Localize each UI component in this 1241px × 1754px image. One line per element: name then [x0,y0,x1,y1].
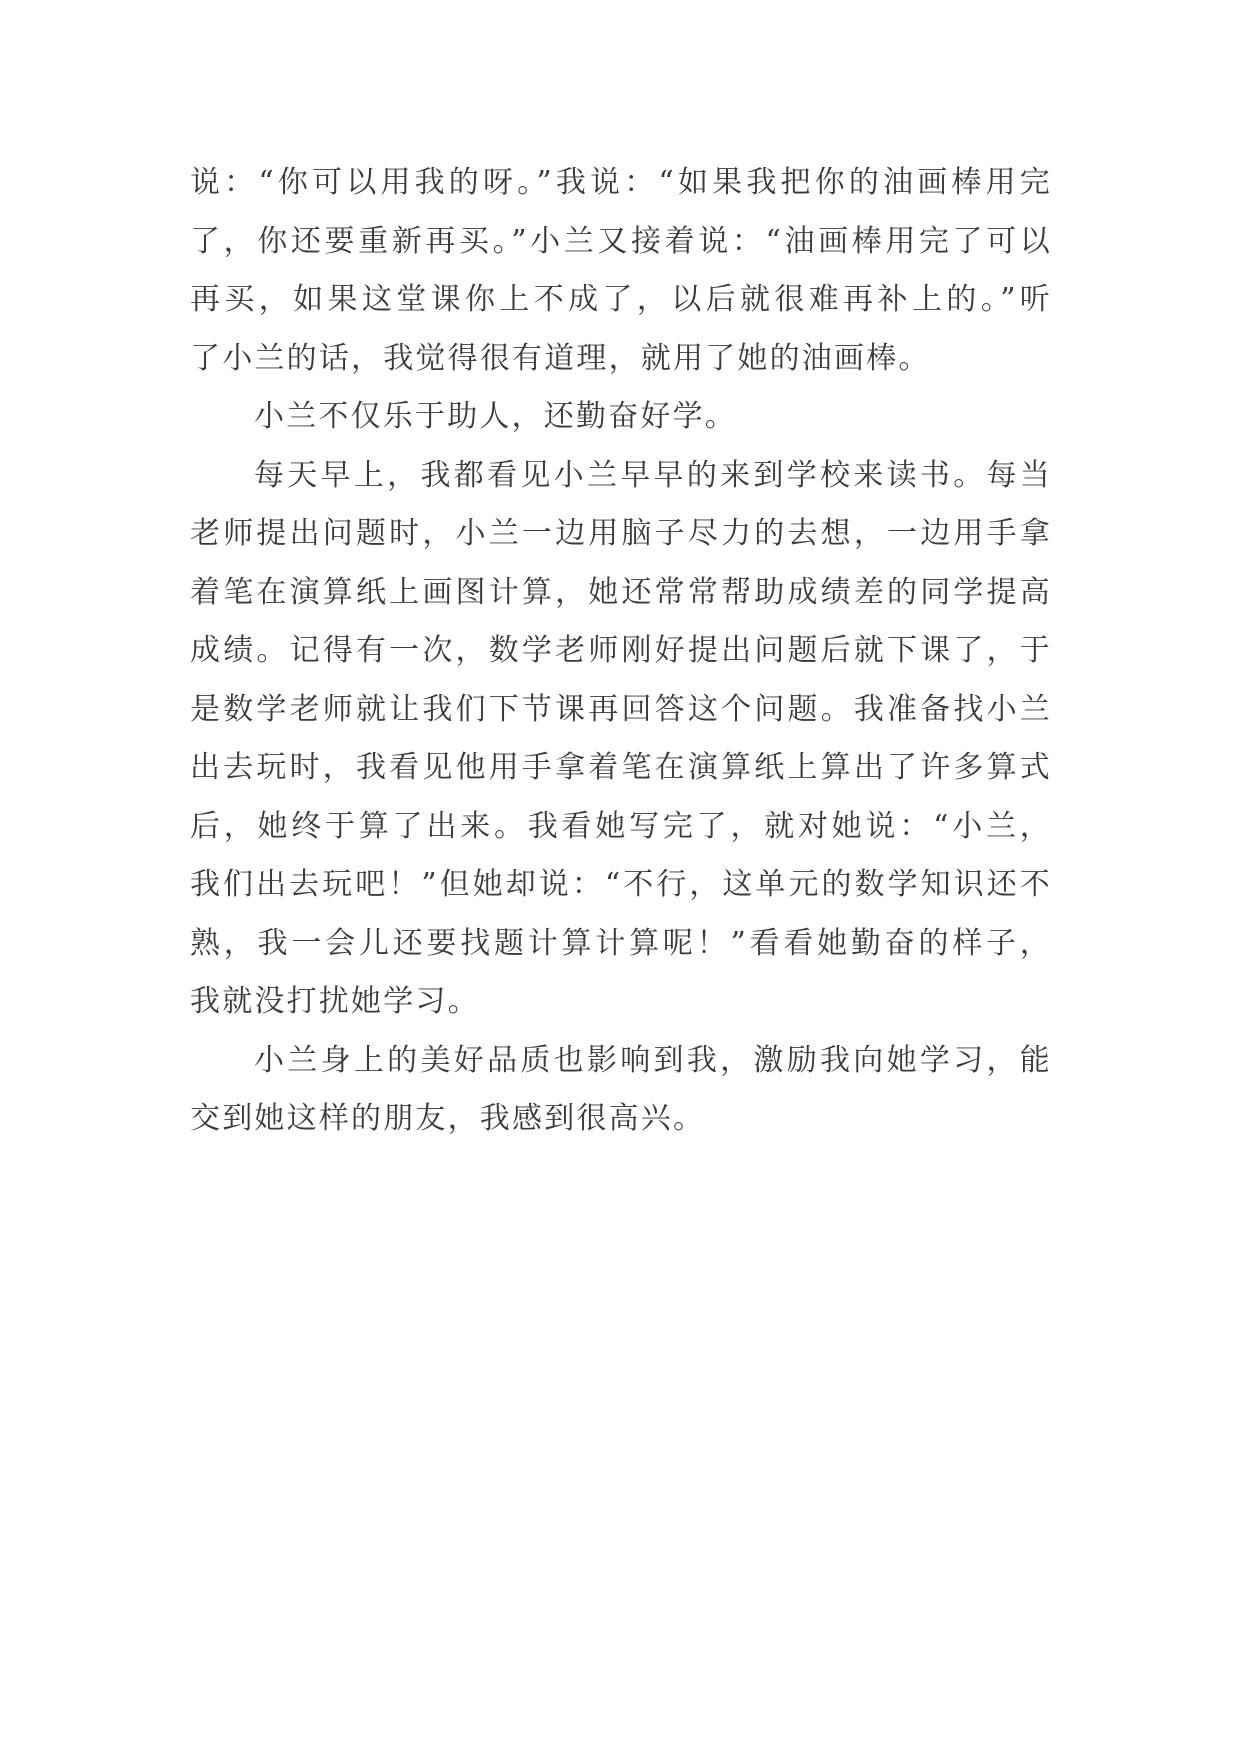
text-line: 小兰身上的美好品质也影响到我，激励我向她学习，能 [254,1042,1052,1078]
text-line: 是数学老师就让我们下节课再回答这个问题。我准备找小兰 [190,691,1052,727]
text-line: 着笔在演算纸上画图计算，她还常常帮助成绩差的同学提高 [190,574,1052,610]
text-line: 说：“你可以用我的呀。”我说：“如果我把你的油画棒用完 [190,165,1052,200]
text-line: 出去玩时，我看见他用手拿着笔在演算纸上算出了许多算式 [190,750,1052,785]
text-line: 了小兰的话，我觉得很有道理，就用了她的油画棒。 [190,340,931,376]
text-line: 我就没打扰她学习。 [190,984,480,1019]
text-line: 老师提出问题时，小兰一边用脑子尽力的去想，一边用手拿 [190,516,1052,551]
text-line: 小兰不仅乐于助人，还勤奋好学。 [254,399,737,434]
text-line: 每天早上，我都看见小兰早早的来到学校来读书。每当 [254,457,1052,493]
body-text [190,154,1052,1149]
text-line: 熟，我一会儿还要找题计算计算呢！”看看她勤奋的样子， [190,925,1052,961]
text-line: 再买，如果这堂课你上不成了，以后就很难再补上的。”听 [190,282,1052,317]
text-line: 了，你还要重新再买。”小兰又接着说：“油画棒用完了可以 [190,223,1052,259]
text-line: 我们出去玩吧！”但她却说：“不行，这单元的数学知识还不 [190,867,1052,902]
text-line: 成绩。记得有一次，数学老师刚好提出问题后就下课了，于 [190,633,1052,668]
text-line: 交到她这样的朋友，我感到很高兴。 [190,1101,706,1136]
text-line: 后，她终于算了出来。我看她写完了，就对她说：“小兰， [190,808,1052,844]
